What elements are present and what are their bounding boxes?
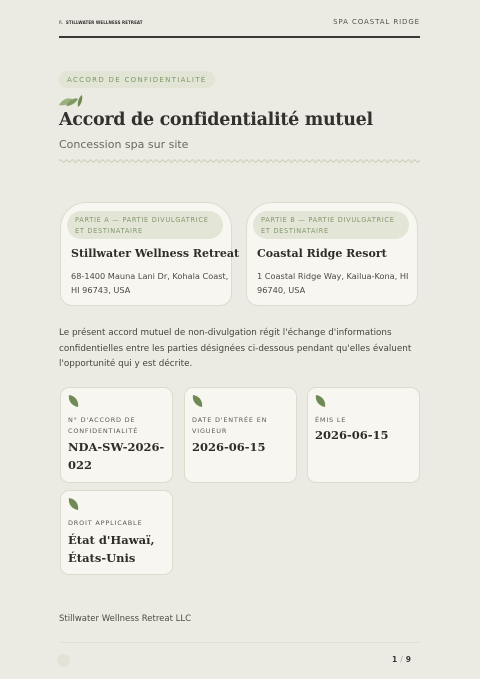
leaf-icon: [67, 497, 80, 511]
fact-value: NDA-SW-2026-022: [68, 440, 165, 472]
document-type-chip: ACCORD DE CONFIDENTIALITÉ: [59, 71, 215, 88]
party-address: 1 Coastal Ridge Way, Kailua-Kona, HI 96740, USA: [257, 271, 409, 295]
page-total: 9: [405, 655, 411, 664]
header-divider: [59, 36, 420, 38]
footer-company: Stillwater Wellness Retreat LLC: [59, 614, 192, 624]
header-right-label: SPA COASTAL RIDGE: [333, 18, 420, 26]
intro-paragraph: Le présent accord mutuel de non-divulgation régit l'échange d'informations confidentielles entre les parties désignées ci-dessous pendant qu'elles évaluent l'opportunité qui y est décrite.: [59, 328, 412, 369]
fact-value: 2026-06-15: [192, 440, 266, 454]
brand-name: STILLWATER WELLNESS RETREAT: [65, 20, 143, 25]
fact-value: 2026-06-15: [315, 428, 389, 442]
leaves-icon: [58, 94, 84, 108]
page-separator: /: [400, 655, 403, 664]
footer-divider: [59, 642, 420, 643]
page-current: 1: [392, 655, 398, 664]
fact-card-effective-date: [184, 387, 297, 483]
party-card-b: [246, 202, 418, 306]
party-role-tag: PARTIE B — PARTIE DIVULGATRICE ET DESTINATAIRE: [253, 211, 409, 239]
page-title: Accord de confidentialité mutuel: [59, 110, 373, 130]
footer-ornament: [57, 654, 70, 667]
party-name: Coastal Ridge Resort: [257, 247, 387, 260]
wave-divider: [59, 158, 420, 164]
fact-card-nda-number: [60, 387, 173, 483]
party-address: 68-1400 Mauna Lani Dr, Kohala Coast, HI 96743, USA: [71, 271, 229, 295]
fact-label: ÉMIS LE: [315, 416, 347, 424]
fact-value: État d'Hawaï, États-Unis: [68, 533, 155, 565]
page-subtitle: Concession spa sur site: [59, 138, 189, 151]
page-header: [59, 17, 420, 37]
party-card-a: [60, 202, 240, 306]
leaf-icon: [67, 394, 80, 408]
fact-label: N° D'ACCORD DE CONFIDENTIALITÉ: [68, 416, 139, 435]
fact-label: DROIT APPLICABLE: [68, 519, 143, 527]
party-name: Stillwater Wellness Retreat: [71, 247, 240, 260]
leaf-icon: [191, 394, 204, 408]
fact-card-issued-on: [307, 387, 420, 483]
fact-card-governing-law: [60, 490, 173, 575]
brand-mark: R.: [59, 20, 63, 25]
party-role-tag: PARTIE A — PARTIE DIVULGATRICE ET DESTINATAIRE: [67, 211, 223, 239]
brand-lockup: [59, 20, 143, 25]
page-indicator: [392, 655, 411, 664]
fact-label: DATE D'ENTRÉE EN VIGUEUR: [192, 416, 268, 435]
leaf-icon: [314, 394, 327, 408]
